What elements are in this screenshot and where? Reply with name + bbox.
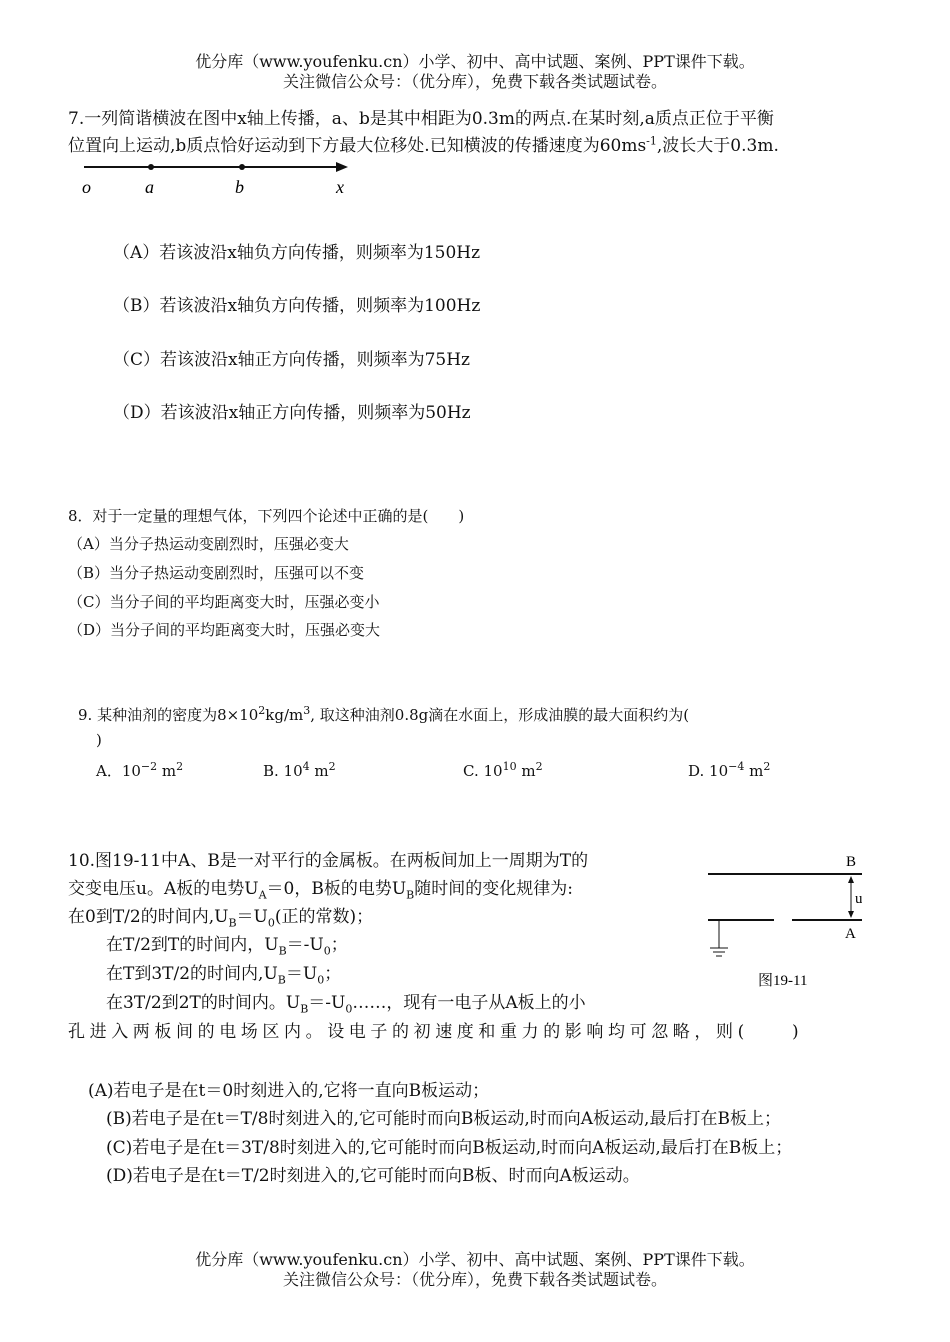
header-line-2: 关注微信公众号：（优分库），免费下载各类试题试卷。 xyxy=(282,72,667,91)
voltage-u-label: u xyxy=(855,891,862,907)
header-line-1: 优分库（www.youfenku.cn）小学、初中、高中试题、案例、PPT课件下载。 xyxy=(195,52,755,71)
q7-option-b: （B）若该波沿x轴负方向传播，则频率为100Hz xyxy=(113,296,481,316)
q9-option-c: C. $10^{10}$ $m^2$ xyxy=(463,760,543,780)
q9-stem: 9. 某种油剂的密度为$8\times 10^2kg/m^3$, 取这种油剂0.8g滴在水面上，形成油膜的最大面积约为( xyxy=(78,704,690,724)
footer-line-2: 关注微信公众号：（优分库），免费下载各类试题试卷。 xyxy=(282,1270,667,1289)
q10-option-c: (C)若电子是在t＝3T/8时刻进入的,它可能时而向B板运动,时而向A板运动,最后打在B板上； xyxy=(106,1138,793,1158)
label-a: a xyxy=(145,177,154,197)
q10-line-1: 10.图19-11中A、B是一对平行的金属板。在两板间加上一周期为T的 xyxy=(68,851,589,871)
q7-wave-axis-figure xyxy=(78,158,368,203)
x-axis-arrow-icon xyxy=(336,162,348,172)
q8-stem: 8．对于一定量的理想气体，下列四个论述中正确的是( ) xyxy=(68,507,465,525)
point-a-dot xyxy=(148,164,154,170)
voltage-arrow-up-icon xyxy=(848,876,854,883)
q7-option-d: （D）若该波沿x轴正方向传播，则频率为50Hz xyxy=(113,403,471,423)
q8-option-c: （C）当分子间的平均距离变大时，压强必变小 xyxy=(68,593,380,611)
q10-option-d: (D)若电子是在t＝T/2时刻进入的,它可能时而向B板、时而向A板运动。 xyxy=(106,1166,640,1186)
q10-line-4: 在T/2到T的时间内，$U_B=-U_0$； xyxy=(106,935,348,958)
q7-option-c: （C）若该波沿x轴正方向传播，则频率为75Hz xyxy=(113,350,471,370)
footer-line-1: 优分库（www.youfenku.cn）小学、初中、高中试题、案例、PPT课件下载。 xyxy=(195,1250,755,1269)
q10-line-7: 孔进入两板间的电场区内。设电子的初速度和重力的影响均可忽略，则( ) xyxy=(68,1022,804,1042)
q10-option-b: (B)若电子是在t＝T/8时刻进入的,它可能时而向B板运动,时而向A板运动,最后打在B板上； xyxy=(106,1109,781,1129)
q7-stem-line-1: 7.一列简谐横波在图中x轴上传播，a、b是其中相距为0.3m的两点.在某时刻,a质点正位于平衡 xyxy=(68,109,774,129)
q9-option-d: D. $10^{-4}$ $m^2$ xyxy=(688,760,771,780)
q9-stem-line-2: ) xyxy=(96,731,102,749)
q10-parallel-plates-figure xyxy=(702,848,862,993)
q8-option-b: （B）当分子热运动变剧烈时，压强可以不变 xyxy=(68,564,365,582)
q9-option-b: B. $10^4$ $m^2$ xyxy=(263,760,336,780)
label-b: b xyxy=(235,177,244,197)
q9-option-a: A．$10^{-2}$ $m^2$ xyxy=(96,760,184,780)
label-x: x xyxy=(336,177,344,197)
q10-line-3: 在0到T/2的时间内$,U_B=U_0$(正的常数)； xyxy=(68,907,374,930)
plate-b-label: B xyxy=(846,854,857,870)
q7-stem-line-2: 位置向上运动,b质点恰好运动到下方最大位移处.已知横波的传播速度为$60ms^{-1}$,波长大于0.3m. xyxy=(68,134,779,156)
voltage-arrow-down-icon xyxy=(848,911,854,918)
q8-option-a: （A）当分子热运动变剧烈时，压强必变大 xyxy=(68,535,349,553)
figure-caption: 图19-11 xyxy=(758,973,808,989)
q8-option-d: （D）当分子间的平均距离变大时，压强必变大 xyxy=(68,621,381,639)
q10-line-2: 交变电压u。A板的电势$U_A=0$，B板的电势$U_B$随时间的变化规律为: xyxy=(68,879,573,902)
q10-line-6: 在3T/2到2T的时间内。$U_B=-U_0\dots\dots$，现有一电子从A板上的小 xyxy=(106,993,586,1016)
label-o: o xyxy=(82,177,91,197)
point-b-dot xyxy=(239,164,245,170)
q7-option-a: （A）若该波沿x轴负方向传播，则频率为150Hz xyxy=(113,243,481,263)
q10-option-a: (A)若电子是在t＝0时刻进入的,它将一直向B板运动； xyxy=(88,1081,490,1101)
q10-line-5: 在T到3T/2的时间内$,U_B=U_0$； xyxy=(106,964,342,987)
plate-a-label: A xyxy=(845,926,856,942)
